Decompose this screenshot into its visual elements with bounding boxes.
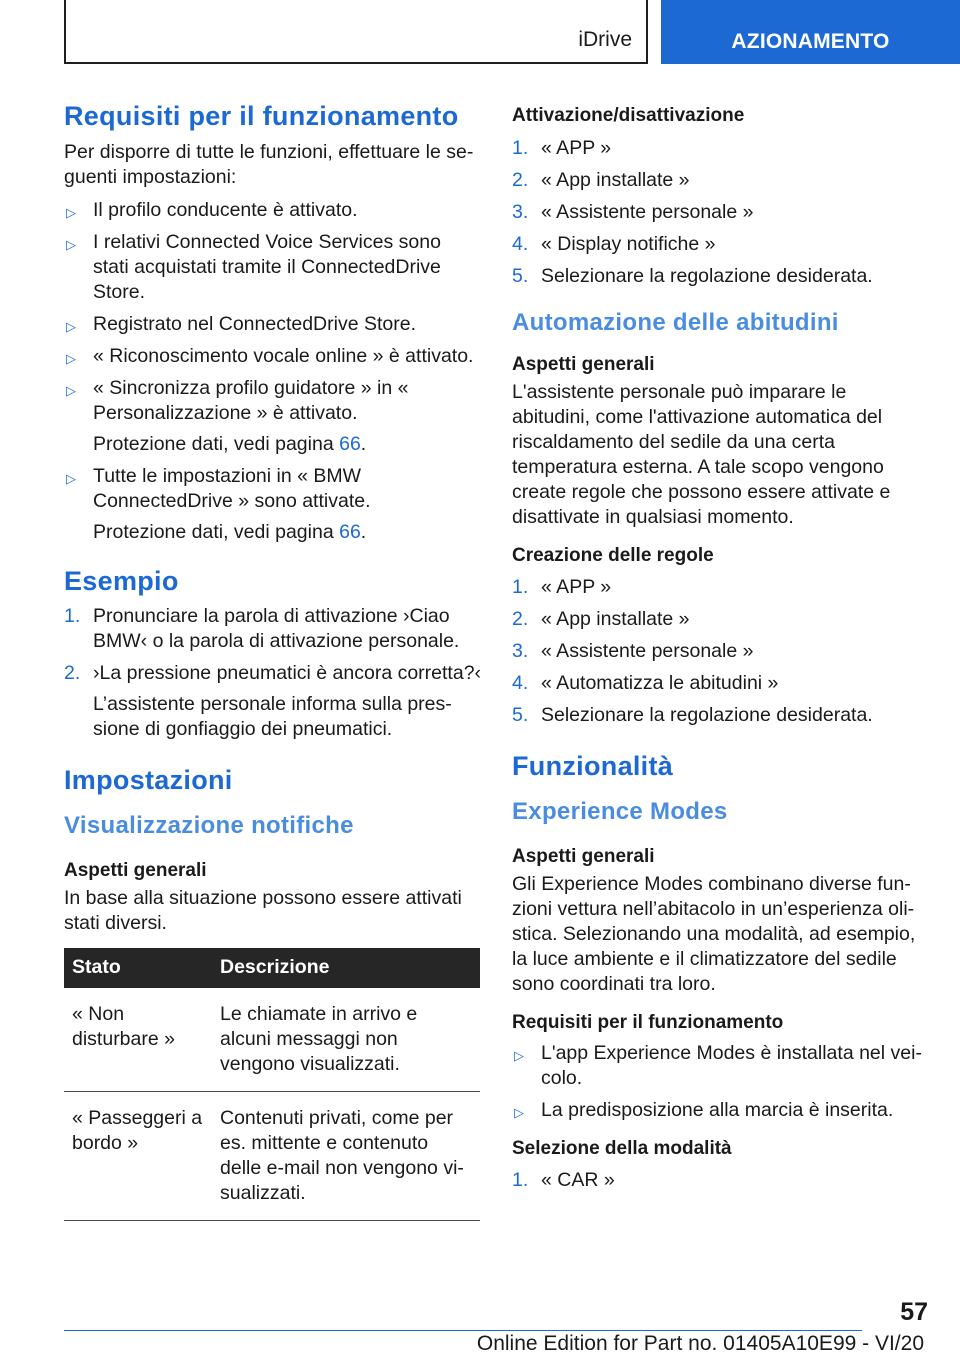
list-item: ▷ « Riconoscimento vocale online » è attivato. (64, 344, 482, 369)
step-number: 2. (64, 661, 81, 684)
list-item: ▷ L'app Experience Modes è installata nel veicolo. (514, 1042, 922, 1090)
step-number: 1. (512, 136, 529, 159)
experience-req-list (512, 1041, 924, 1123)
notifiche-general-heading: Aspetti generali (64, 859, 207, 881)
bullet-triangle-icon: ▷ (66, 237, 76, 253)
step-number: 3. (512, 639, 529, 662)
esempio-title: Esempio (64, 566, 179, 597)
esempio-list (64, 604, 482, 742)
header-chapter-tab: AZIONAMENTO (661, 0, 960, 64)
funzionalita-title: Funzionalità (512, 750, 674, 781)
automazione-general-text: L'assistente personale può imparare le abitudini, come l'attivazione automatica del riscaldamento del sedile da una certa temperatura esterna. A tale scopo vengono create regole che possono essere attivate e disattivate in qualsiasi momento. (512, 381, 891, 529)
footer-edition: Online Edition for Part no. 01405A10E99 - VI/20 (476, 1332, 924, 1355)
experience-modes-subtitle: Experience Modes (512, 798, 728, 826)
list-item: ▷ La predisposizione alla marcia è inserita. (512, 1098, 924, 1123)
privacy-reference: Protezione dati, vedi pagina 66. (93, 433, 367, 456)
step-number: 4. (512, 671, 529, 694)
list-item: 2. « App installate » (512, 168, 690, 191)
list-item: ▷ I relativi Connected Voice Services sono stati acquistati tramite il ConnectedDrive Store. (66, 231, 441, 304)
list-item: 5. Selezionare la regolazione desiderata. (512, 264, 873, 287)
requisiti-title: Requisiti per il funzionamento (64, 101, 459, 131)
rules-list (512, 575, 924, 728)
experience-req-heading: Requisiti per il funzionamento (512, 1011, 784, 1033)
privacy-reference: Protezione dati, vedi pagina 66. (93, 521, 367, 544)
impostazioni-title: Impostazioni (64, 764, 233, 795)
bullet-triangle-icon: ▷ (66, 471, 76, 487)
bullet-triangle-icon: ▷ (514, 1105, 524, 1121)
bullet-triangle-icon: ▷ (514, 1048, 524, 1064)
table-cell: Contenuti privati, come per es. mittente e contenuto delle e-mail non vengono visualizzati. (212, 1091, 480, 1220)
header-section-box (64, 0, 648, 64)
list-item: 1. « APP » (512, 136, 612, 159)
table-row (64, 988, 480, 1092)
list-item: 1. « APP » (512, 575, 612, 598)
list-item: ▷ « Sincronizza profilo guidatore » in « Personalizzazione » è attivato. Protezione dati, vedi pagina 66. (64, 376, 482, 457)
right-column (512, 104, 924, 1193)
list-item: ▷ Il profilo conducente è attivato. (64, 198, 482, 223)
step-number: 2. (512, 607, 529, 630)
bullet-triangle-icon: ▷ (66, 319, 76, 335)
page-number: 57 (900, 1298, 928, 1326)
list-item: 4. « Automatizza le abitudini » (512, 671, 779, 694)
left-column (64, 100, 482, 1221)
footer-rule (64, 1330, 862, 1331)
automazione-general-heading: Aspetti generali (512, 354, 655, 376)
mode-selection-list (512, 1168, 924, 1193)
step-number: 1. (512, 575, 529, 598)
notifiche-subtitle: Visualizzazione notifiche (64, 812, 354, 840)
header-section-label: iDrive (578, 28, 632, 51)
page-link[interactable]: 66 (339, 433, 361, 456)
status-table (64, 948, 480, 1221)
step-number: 2. (512, 168, 529, 191)
experience-general-text: Gli Experience Modes combinano diverse funzioni vettura nell’abitacolo in un’esperienza olistica. Selezionando una modalità, ad esempio, la luce ambiente e il climatizzatore del sedile sono coordinati tra loro. (512, 872, 916, 995)
step-number: 1. (512, 1169, 529, 1192)
column-header: Descrizione (212, 948, 480, 988)
experience-general-heading: Aspetti generali (512, 846, 655, 868)
requisiti-intro: Per disporre di tutte le funzioni, effettuare le seguenti impostazioni: (64, 141, 474, 189)
list-item: 2. « App installate » (512, 607, 690, 630)
column-header: Stato (64, 948, 212, 988)
list-item: 5. Selezionare la regolazione desiderata. (512, 703, 873, 726)
list-item: 3. « Assistente personale » (512, 200, 754, 223)
automazione-title: Automazione delle abitudini (512, 308, 839, 336)
attivazione-list (512, 136, 924, 289)
requisiti-list (64, 198, 482, 545)
bullet-triangle-icon: ▷ (66, 205, 76, 221)
list-item: 3. « Assistente personale » (512, 639, 754, 662)
bullet-triangle-icon: ▷ (66, 383, 76, 399)
step-number: 1. (64, 604, 81, 627)
list-item: 2. ›La pressione pneumatici è ancora corretta?‹ L’assistente personale informa sulla pressione di gonfiaggio dei pneumatici. (64, 661, 482, 740)
rules-heading: Creazione delle regole (512, 545, 714, 567)
list-item: ▷ Tutte le impostazioni in « BMW ConnectedDrive » sono attivate. Protezione dati, vedi pagina 66. (64, 464, 482, 545)
bullet-triangle-icon: ▷ (66, 351, 76, 367)
notifiche-general-text: In base alla situazione possono essere attivati stati diversi. (64, 886, 462, 934)
mode-selection-heading: Selezione della modalità (512, 1138, 732, 1160)
table-header-row (64, 948, 480, 988)
table-cell: « Passeggeri a bordo » (64, 1091, 212, 1220)
step-number: 4. (512, 232, 529, 255)
step-number: 3. (512, 200, 529, 223)
attivazione-heading: Attivazione/disattivazione (512, 105, 745, 126)
list-item: 1. Pronunciare la parola di attivazione ›Ciao BMW‹ o la parola di attivazione personale. (64, 604, 460, 652)
step-number: 5. (512, 703, 529, 726)
step-number: 5. (512, 264, 529, 287)
table-cell: Le chiamate in arrivo e alcuni messaggi non vengono visualizzati. (212, 988, 480, 1092)
list-item: 1. « CAR » (512, 1169, 615, 1192)
table-row (64, 1091, 480, 1220)
list-item: ▷ Registrato nel ConnectedDrive Store. (64, 312, 482, 337)
page-link[interactable]: 66 (339, 521, 361, 544)
table-cell: « Non disturbare » (64, 988, 212, 1092)
list-item: 4. « Display notifiche » (512, 232, 716, 255)
